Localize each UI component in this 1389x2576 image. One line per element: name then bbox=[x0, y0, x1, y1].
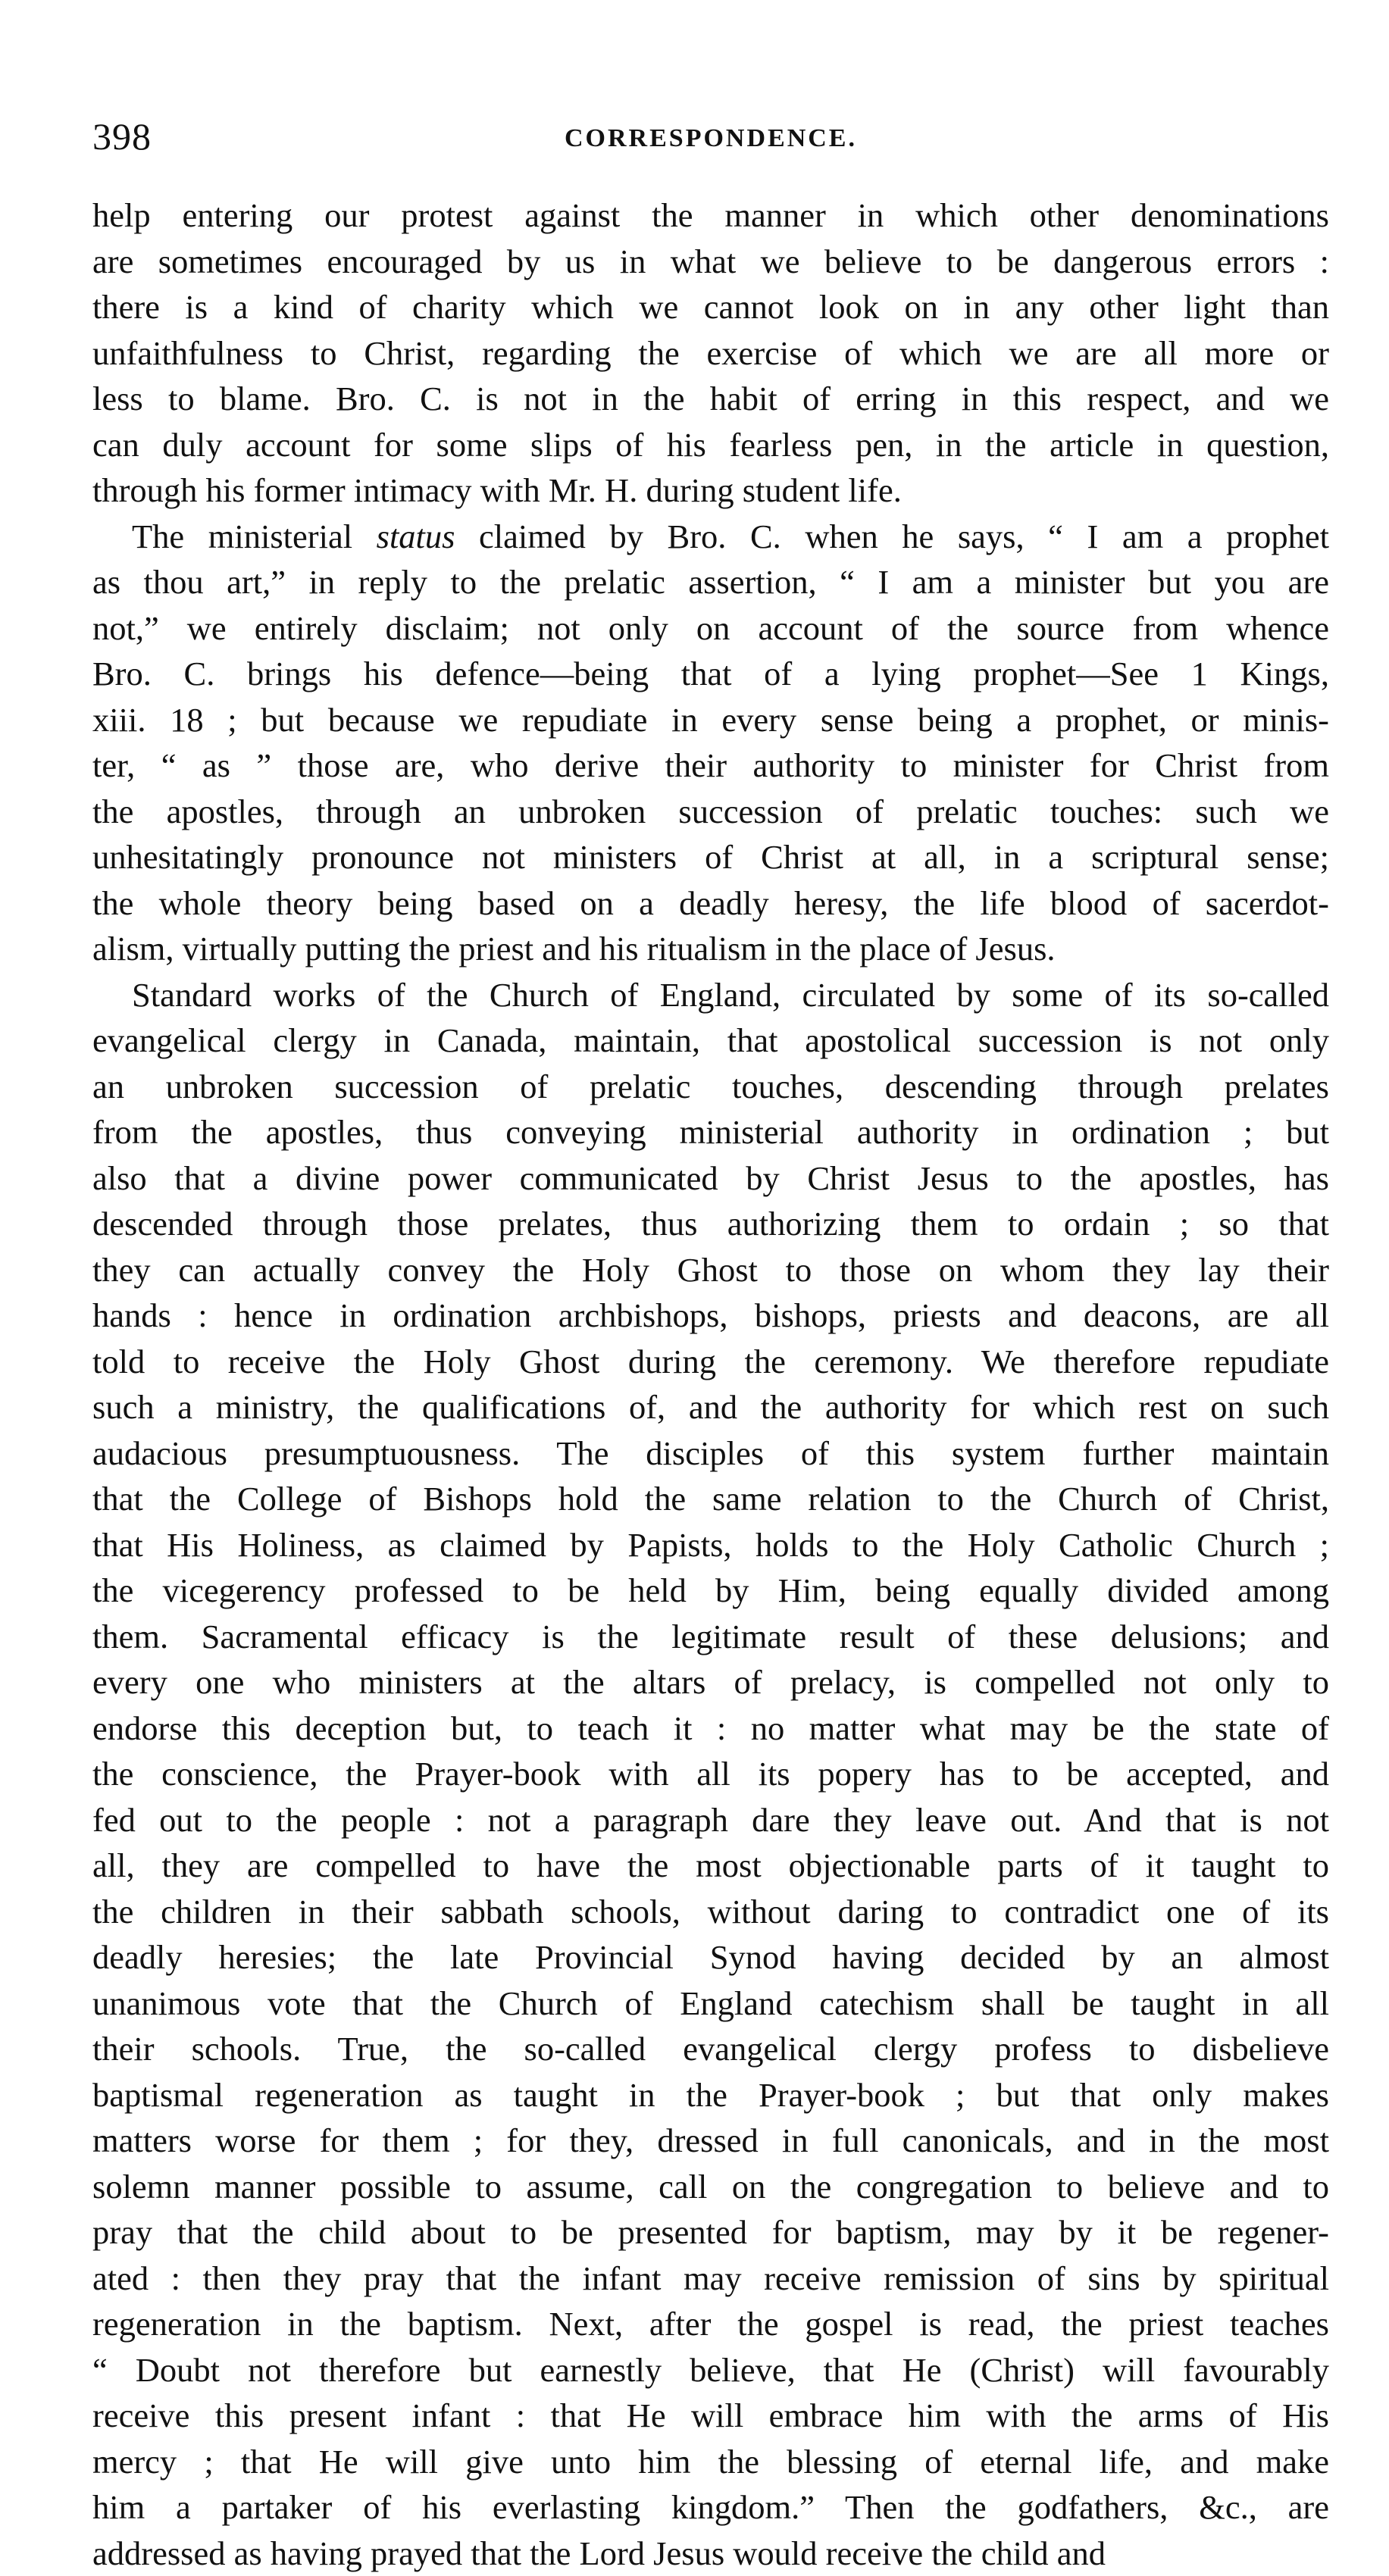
text-line: are sometimes encouraged by us in what we believe to be dangerous errors : bbox=[92, 239, 1329, 285]
text-line: descended through those prelates, thus authorizing them to ordain ; so that bbox=[92, 1201, 1329, 1247]
text-line: the children in their sabbath schools, without daring to contradict one of its bbox=[92, 1889, 1329, 1935]
running-head: CORRESPONDENCE. bbox=[92, 120, 1329, 158]
text-line: all, they are compelled to have the most objectionable parts of it taught to bbox=[92, 1843, 1329, 1889]
text-line: them. Sacramental efficacy is the legitimate result of these delusions; and bbox=[92, 1614, 1329, 1660]
text-line: that His Holiness, as claimed by Papists, holds to the Holy Catholic Church ; bbox=[92, 1522, 1329, 1568]
text-line: solemn manner possible to assume, call on the congregation to believe and to bbox=[92, 2164, 1329, 2210]
body-text bbox=[92, 192, 1329, 2576]
text-line: the apostles, through an unbroken succession of prelatic touches: such we bbox=[92, 789, 1329, 835]
text-line: matters worse for them ; for they, dressed in full canonicals, and in the most bbox=[92, 2118, 1329, 2164]
text-line: fed out to the people : not a paragraph dare they leave out. And that is not bbox=[92, 1797, 1329, 1843]
text-line: help entering our protest against the manner in which other denominations bbox=[92, 192, 1329, 239]
document-page bbox=[92, 114, 1329, 2576]
paragraph-2 bbox=[92, 514, 1329, 972]
text-line: an unbroken succession of prelatic touches, descending through prelates bbox=[92, 1064, 1329, 1110]
text-line: as thou art,” in reply to the prelatic assertion, “ I am a minister but you are bbox=[92, 559, 1329, 605]
text-line: not,” we entirely disclaim; not only on account of the source from whence bbox=[92, 605, 1329, 652]
text-line: such a ministry, the qualifications of, and the authority for which rest on such bbox=[92, 1384, 1329, 1430]
text-line: evangelical clergy in Canada, maintain, that apostolical succession is not only bbox=[92, 1018, 1329, 1064]
text-line: the whole theory being based on a deadly heresy, the life blood of sacerdot- bbox=[92, 880, 1329, 927]
text-line: they can actually convey the Holy Ghost to those on whom they lay their bbox=[92, 1247, 1329, 1293]
text-line: “ Doubt not therefore but earnestly believe, that He (Christ) will favourably bbox=[92, 2347, 1329, 2393]
text-line: also that a divine power communicated by Christ Jesus to the apostles, has bbox=[92, 1155, 1329, 1202]
text-line: through his former intimacy with Mr. H. during student life. bbox=[92, 467, 1329, 514]
text-line: mercy ; that He will give unto him the blessing of eternal life, and make bbox=[92, 2439, 1329, 2485]
text-line: that the College of Bishops hold the same relation to the Church of Christ, bbox=[92, 1476, 1329, 1522]
page-header bbox=[92, 114, 1329, 168]
text-line: told to receive the Holy Ghost during the ceremony. We therefore repudiate bbox=[92, 1339, 1329, 1385]
text-line: him a partaker of his everlasting kingdom.” Then the godfathers, &c., are bbox=[92, 2484, 1329, 2531]
page-number: 398 bbox=[92, 114, 152, 159]
text-line: pray that the child about to be presented for baptism, may by it be regener- bbox=[92, 2209, 1329, 2256]
text-line: unfaithfulness to Christ, regarding the exercise of which we are all more or bbox=[92, 330, 1329, 377]
text-line: unanimous vote that the Church of England catechism shall be taught in all bbox=[92, 1980, 1329, 2027]
text-line: baptismal regeneration as taught in the Prayer-book ; but that only makes bbox=[92, 2072, 1329, 2118]
text-line: ated : then they pray that the infant may receive remission of sins by spiritual bbox=[92, 2256, 1329, 2302]
text-line: the conscience, the Prayer-book with all its popery has to be accepted, and bbox=[92, 1751, 1329, 1797]
paragraph-3 bbox=[92, 972, 1329, 2576]
text-line: xiii. 18 ; but because we repudiate in every sense being a prophet, or minis- bbox=[92, 697, 1329, 743]
text-line: deadly heresies; the late Provincial Synod having decided by an almost bbox=[92, 1934, 1329, 1980]
text-line: there is a kind of charity which we cannot look on in any other light than bbox=[92, 284, 1329, 330]
text-line: Bro. C. brings his defence—being that of a lying prophet—See 1 Kings, bbox=[92, 651, 1329, 697]
text-line: endorse this deception but, to teach it : no matter what may be the state of bbox=[92, 1705, 1329, 1752]
text-line: less to blame. Bro. C. is not in the habit of erring in this respect, and we bbox=[92, 376, 1329, 422]
text-line: their schools. True, the so-called evangelical clergy profess to disbelieve bbox=[92, 2026, 1329, 2072]
text-line: receive this present infant : that He will embrace him with the arms of His bbox=[92, 2393, 1329, 2439]
text-line: alism, virtually putting the priest and his ritualism in the place of Jesus. bbox=[92, 926, 1329, 972]
text-line: regeneration in the baptism. Next, after the gospel is read, the priest teaches bbox=[92, 2301, 1329, 2347]
text-line: the vicegerency professed to be held by Him, being equally divided among bbox=[92, 1568, 1329, 1614]
text-line: unhesitatingly pronounce not ministers of Christ at all, in a scriptural sense; bbox=[92, 834, 1329, 880]
text-line: every one who ministers at the altars of prelacy, is compelled not only to bbox=[92, 1659, 1329, 1705]
text-line: Standard works of the Church of England, circulated by some of its so-called bbox=[92, 972, 1329, 1018]
text-line: audacious presumptuousness. The disciples of this system further maintain bbox=[92, 1430, 1329, 1477]
text-line: The ministerial status claimed by Bro. C. when he says, “ I am a prophet bbox=[92, 514, 1329, 560]
text-line: from the apostles, thus conveying ministerial authority in ordination ; but bbox=[92, 1109, 1329, 1155]
paragraph-1 bbox=[92, 192, 1329, 514]
text-line: addressed as having prayed that the Lord Jesus would receive the child and bbox=[92, 2531, 1329, 2576]
text-line: hands : hence in ordination archbishops, bishops, priests and deacons, are all bbox=[92, 1293, 1329, 1339]
text-line: ter, “ as ” those are, who derive their authority to minister for Christ from bbox=[92, 742, 1329, 789]
text-line: can duly account for some slips of his fearless pen, in the article in question, bbox=[92, 422, 1329, 468]
